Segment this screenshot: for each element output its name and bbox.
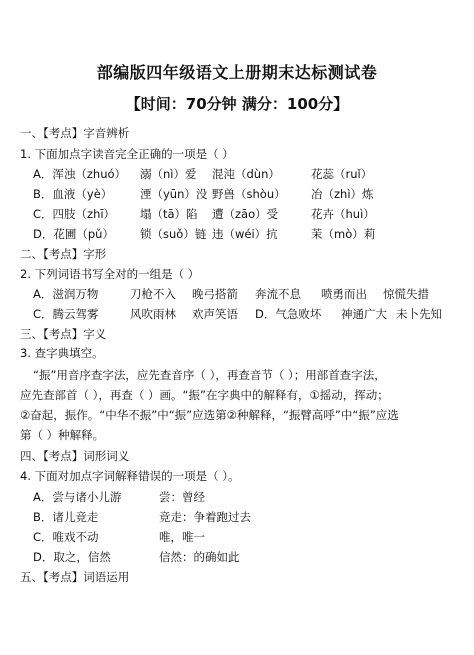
page-title: 部编版四年级语文上册期末达标测试卷 <box>96 63 378 82</box>
q1-option-d-4: 茉（mò）莉 <box>311 227 376 241</box>
q3-paragraph-line-4: 第（ ）种解释。 <box>20 428 105 442</box>
q2-option-d-1: D．气急败坏 <box>255 307 322 321</box>
q1-option-a-3: 混沌（dùn） <box>212 167 280 181</box>
section-heading-1: 一、【考点】字音辨析 <box>20 126 130 140</box>
q2-option-a-4: 奔流不息 <box>255 287 301 301</box>
q4-option-d-1: D．取之，信然 <box>33 550 111 564</box>
q1-option-b-2: 湮（yūn）没 <box>140 187 208 201</box>
q3-paragraph-line-3: ②奋起，振作。“中华不振”中“振”应选第②种解释，“振臂高呼”中“振”应选 <box>20 408 399 422</box>
q2-option-d-3: 未卜先知 <box>396 307 442 321</box>
section-heading-2: 二、【考点】字形 <box>20 247 107 261</box>
page-subtitle: 【时间：70分钟 满分：100分】 <box>125 95 349 113</box>
q1-option-d-1: D．花圃（pǔ） <box>33 227 114 241</box>
q2-option-c-2: 风吹雨林 <box>130 307 176 321</box>
q1-option-b-1: B．血液（yè） <box>33 187 113 201</box>
q4-option-c-2: 唯，唯一 <box>159 530 205 544</box>
q2-option-a-1: A．滋润万物 <box>33 287 99 301</box>
q2-option-a-5: 喷勇而出 <box>321 287 367 301</box>
q2-option-a-2: 刀枪不入 <box>130 287 176 301</box>
q3-paragraph-line-2: 应先查部首（ ），再查（ ）画。“振”在字典中的解释有，①摇动，挥动； <box>20 388 389 402</box>
q2-option-c-3: 欢声笑语 <box>192 307 238 321</box>
q2-option-a-6: 惊慌失措 <box>383 287 429 301</box>
q4-option-b-1: B．诸儿竞走 <box>33 510 99 524</box>
q1-option-c-4: 花卉（huì） <box>311 207 375 221</box>
question-4: 4. 下面对加点字词解释错误的一项是（ ）。 <box>20 469 240 483</box>
section-heading-4: 四、【考点】词形词义 <box>20 449 130 463</box>
q4-option-b-2: 竞走：争着跑过去 <box>159 510 251 524</box>
q2-option-a-3: 晚弓搭箭 <box>192 287 238 301</box>
question-3: 3. 查字典填空。 <box>20 346 104 360</box>
q1-option-d-3: 违（wéi）抗 <box>212 227 278 241</box>
q1-option-b-4: 冶（zhì）炼 <box>311 187 374 201</box>
q1-option-d-2: 锁（suǒ）链 <box>140 227 207 241</box>
q1-option-c-1: C．四肢（zhī） <box>33 207 116 221</box>
q1-option-a-1: A．浑浊（zhuó） <box>33 167 127 181</box>
q1-option-c-3: 遭（zāo）受 <box>212 207 279 221</box>
q4-option-c-1: C．唯戏不动 <box>33 530 99 544</box>
q3-paragraph-line-1: “振”用音序查字法，应先查音序（ ），再查音节（ ）；用部首查字法， <box>33 368 386 382</box>
section-heading-3: 三、【考点】字义 <box>20 327 107 341</box>
q2-option-c-1: C．腾云驾雾 <box>33 307 99 321</box>
q4-option-a-2: 尝：曾经 <box>159 490 205 504</box>
q1-option-a-4: 花蕊（ruǐ） <box>311 167 373 181</box>
q2-option-d-2: 神通广大 <box>341 307 387 321</box>
q4-option-a-1: A．尝与诸小儿游 <box>33 490 122 504</box>
question-2: 2. 下列词语书写全对的一组是（ ） <box>20 267 200 281</box>
q4-option-d-2: 信然：的确如此 <box>159 550 240 564</box>
q1-option-b-3: 野兽（shòu） <box>212 187 286 201</box>
q1-option-c-2: 塌（tā）陷 <box>140 207 198 221</box>
section-heading-5: 五、【考点】词语运用 <box>20 570 130 584</box>
q1-option-a-2: 溺（nì）爱 <box>140 167 197 181</box>
question-1: 1. 下面加点字读音完全正确的一项是（ ） <box>20 147 234 161</box>
